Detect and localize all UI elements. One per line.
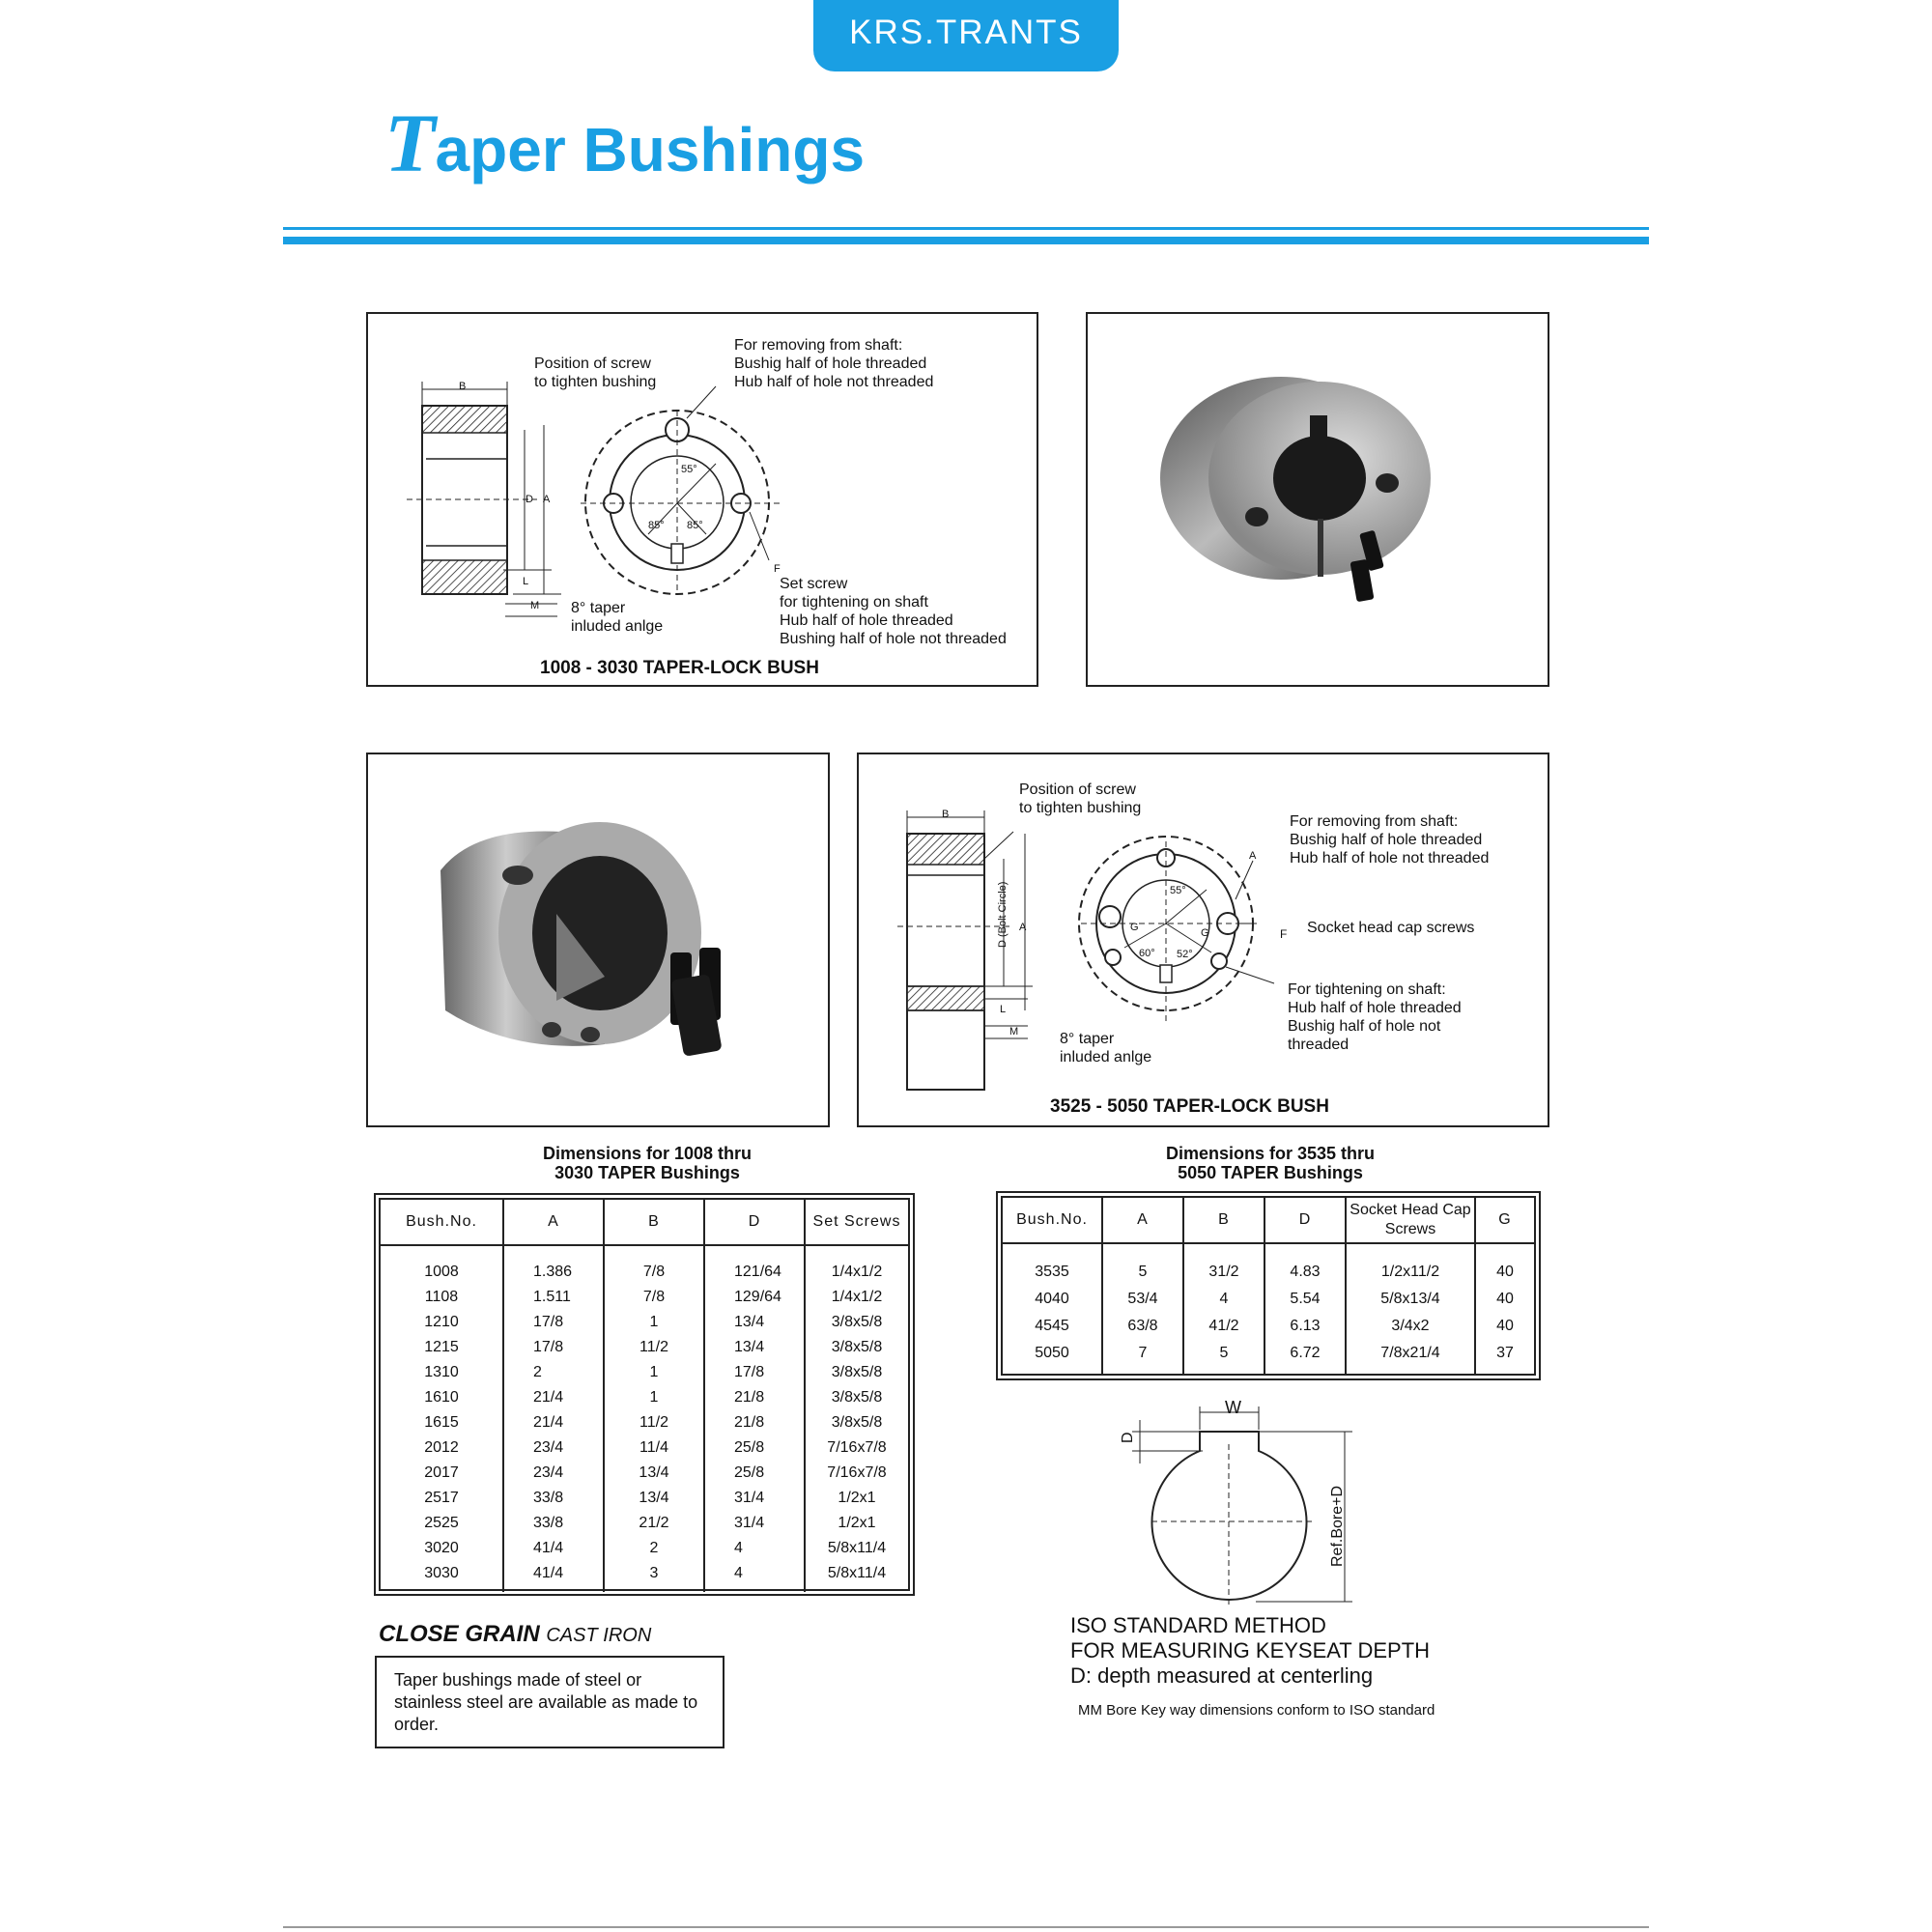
dim-l-label: L bbox=[523, 576, 529, 587]
keyseat-d-label: D bbox=[1120, 1432, 1136, 1443]
position-note: Position of screw to tighten bushing bbox=[1019, 781, 1142, 816]
table-cell: 6.13 bbox=[1264, 1313, 1346, 1340]
table-cell: 1 bbox=[604, 1310, 704, 1335]
table-cell: 33/8 bbox=[503, 1486, 604, 1511]
material-note-box bbox=[375, 1656, 724, 1748]
table-cell: 2017 bbox=[381, 1461, 503, 1486]
bushing-photo-1-image bbox=[1088, 314, 1548, 685]
table-cell: 17/8 bbox=[503, 1310, 604, 1335]
table-cell: 31/4 bbox=[704, 1486, 805, 1511]
table-cell: 5/8x11/4 bbox=[827, 1565, 887, 1581]
diagram-1008-3030 bbox=[366, 312, 1038, 687]
table-cell: 6.72 bbox=[1264, 1340, 1346, 1367]
table-cell: 1310 bbox=[381, 1360, 503, 1385]
iso-method-text: ISO STANDARD METHOD FOR MEASURING KEYSEAT DEPTH D: depth measured at centerling bbox=[1070, 1613, 1431, 1688]
table-cell: 2 bbox=[604, 1536, 704, 1561]
table2-caption: Dimensions for 3535 thru 5050 TAPER Bushings bbox=[1165, 1144, 1376, 1182]
table-cell: 17/8 bbox=[503, 1335, 604, 1360]
setscrew-note: Set screw for tightening on shaft Hub half of hole threaded Bushing half of hole not threaded bbox=[780, 576, 1007, 647]
removing-note: For removing from shaft: Bushig half of hole threaded Hub half of hole not threaded bbox=[734, 337, 934, 390]
table-cell: 41/4 bbox=[503, 1536, 604, 1561]
table-cell: 40 bbox=[1496, 1291, 1514, 1308]
dim-f-label: F bbox=[1280, 927, 1288, 941]
table-cell: 1 bbox=[604, 1385, 704, 1410]
material-title bbox=[379, 1621, 651, 1648]
table2-body bbox=[1003, 1243, 1534, 1374]
table-cell: 1.386 bbox=[503, 1245, 604, 1285]
table-row bbox=[381, 1310, 908, 1335]
angle-label-2: 60° bbox=[1139, 948, 1155, 959]
table-cell: 37 bbox=[1496, 1345, 1514, 1362]
angle-label-1: 55° bbox=[681, 464, 697, 475]
dim-f-label: F bbox=[774, 563, 781, 575]
table-cell: 7/16x7/8 bbox=[827, 1439, 887, 1456]
col-d: D bbox=[704, 1200, 805, 1245]
table-row bbox=[1003, 1286, 1534, 1313]
table-cell: 5 bbox=[1183, 1340, 1264, 1367]
angle-label-2: 85° bbox=[648, 520, 665, 531]
table-cell: 31/4 bbox=[704, 1511, 805, 1536]
diagram-caption: 1008 - 3030 TAPER-LOCK BUSH bbox=[540, 658, 819, 678]
bushing-photo-2 bbox=[366, 753, 830, 1127]
table1-body bbox=[381, 1245, 908, 1592]
table-cell: 3/8x5/8 bbox=[831, 1314, 883, 1330]
table-row bbox=[381, 1511, 908, 1536]
bushing-photo-1 bbox=[1086, 312, 1549, 687]
table-cell: 31/2 bbox=[1183, 1243, 1264, 1286]
table-row bbox=[381, 1410, 908, 1435]
table-cell: 1108 bbox=[381, 1285, 503, 1310]
table-cell: 41/2 bbox=[1183, 1313, 1264, 1340]
table-cell: 33/8 bbox=[503, 1511, 604, 1536]
table-cell: 5/8x13/4 bbox=[1346, 1286, 1475, 1313]
table-cell: 11/2 bbox=[604, 1410, 704, 1435]
dim-d-label: D bbox=[526, 494, 533, 505]
table-cell: 3/4x2 bbox=[1346, 1313, 1475, 1340]
table-cell: 21/8 bbox=[704, 1410, 805, 1435]
dim-g-label-2: G bbox=[1201, 927, 1209, 939]
keyseat-w-label: W bbox=[1225, 1398, 1241, 1417]
table-row bbox=[1003, 1313, 1534, 1340]
angle-label-3: 85° bbox=[687, 520, 703, 531]
table-cell: 7/8x21/4 bbox=[1346, 1340, 1475, 1367]
table-row bbox=[381, 1245, 908, 1285]
title-rest: aper Bushings bbox=[435, 115, 866, 185]
col-set-screws: Set Screws bbox=[805, 1200, 908, 1245]
table-filler-row bbox=[381, 1586, 908, 1592]
table-row bbox=[381, 1486, 908, 1511]
table-cell: 25/8 bbox=[704, 1461, 805, 1486]
material-rest: CAST IRON bbox=[546, 1625, 652, 1646]
table-cell: 21/4 bbox=[503, 1385, 604, 1410]
table-cell: 4545 bbox=[1003, 1313, 1102, 1340]
bushing-photo-2-image bbox=[368, 754, 828, 1125]
table-header-row bbox=[381, 1200, 908, 1245]
dim-g-label-1: G bbox=[1130, 922, 1139, 933]
dim-d-bolt-label: D (Bolt Circle) bbox=[997, 881, 1009, 948]
table-cell: 21/4 bbox=[503, 1410, 604, 1435]
table-row bbox=[381, 1536, 908, 1561]
table-cell: 4040 bbox=[1003, 1286, 1102, 1313]
table1-caption: Dimensions for 1008 thru 3030 TAPER Bushings bbox=[542, 1144, 753, 1182]
table-cell: 4.83 bbox=[1264, 1243, 1346, 1286]
position-note: Position of screw to tighten bushing bbox=[534, 355, 657, 390]
table-cell: 1/4x1/2 bbox=[831, 1289, 883, 1305]
table-cell: 1/2x1 bbox=[838, 1515, 876, 1531]
table-cell: 1.511 bbox=[503, 1285, 604, 1310]
tighten-note: For tightening on shaft: Hub half of hole threaded Bushig half of hole not threaded bbox=[1288, 981, 1462, 1053]
table-row bbox=[381, 1561, 908, 1586]
table-row bbox=[381, 1435, 908, 1461]
table-cell: 11/2 bbox=[604, 1335, 704, 1360]
table-row bbox=[381, 1385, 908, 1410]
dim-a-label: A bbox=[1019, 922, 1027, 933]
dim-b-label: B bbox=[459, 381, 467, 392]
material-bold: CLOSE GRAIN bbox=[379, 1621, 540, 1647]
table-header-row bbox=[1003, 1198, 1534, 1243]
table-cell: 7/16x7/8 bbox=[827, 1464, 887, 1481]
table-cell: 2517 bbox=[381, 1486, 503, 1511]
table-cell: 5.54 bbox=[1264, 1286, 1346, 1313]
table-cell: 23/4 bbox=[503, 1461, 604, 1486]
col-a: A bbox=[503, 1200, 604, 1245]
dim-l-label: L bbox=[1000, 1004, 1007, 1015]
header-rule-thick bbox=[283, 237, 1649, 244]
table-cell: 1/2x1 bbox=[838, 1490, 876, 1506]
brand-tab bbox=[813, 0, 1119, 71]
table-cell: 13/4 bbox=[604, 1461, 704, 1486]
footer-rule bbox=[283, 1926, 1649, 1928]
table-cell: 3535 bbox=[1003, 1243, 1102, 1286]
table-filler-row bbox=[1003, 1368, 1534, 1375]
table-cell: 63/8 bbox=[1102, 1313, 1183, 1340]
table2 bbox=[996, 1191, 1541, 1380]
table-cell: 3/8x5/8 bbox=[831, 1364, 883, 1380]
dim-m-label: M bbox=[1009, 1026, 1019, 1037]
dim-b-label: B bbox=[942, 809, 950, 820]
table-row bbox=[381, 1335, 908, 1360]
table-cell: 11/4 bbox=[604, 1435, 704, 1461]
angle-label-1: 55° bbox=[1170, 885, 1186, 896]
col-a: A bbox=[1102, 1198, 1183, 1243]
removing-note: For removing from shaft: Bushig half of hole threaded Hub half of hole not threaded bbox=[1290, 813, 1490, 867]
iso-conform-note: MM Bore Key way dimensions conform to ISO standard bbox=[1078, 1702, 1435, 1719]
table-cell: 1610 bbox=[381, 1385, 503, 1410]
col-bush-no: Bush.No. bbox=[1003, 1198, 1102, 1243]
table-cell: 3030 bbox=[381, 1561, 503, 1586]
table-cell: 129/64 bbox=[704, 1285, 805, 1310]
table-cell: 7 bbox=[1102, 1340, 1183, 1367]
keyseat-ref-label: Ref.Bore+D bbox=[1329, 1485, 1346, 1567]
table-cell: 3 bbox=[604, 1561, 704, 1586]
material-note: Taper bushings made of steel or stainless steel are available as made to order. bbox=[394, 1670, 698, 1734]
col-g: G bbox=[1475, 1198, 1534, 1243]
table-cell: 17/8 bbox=[704, 1360, 805, 1385]
table-row bbox=[1003, 1340, 1534, 1367]
table-cell: 4 bbox=[1183, 1286, 1264, 1313]
table-cell: 21/2 bbox=[604, 1511, 704, 1536]
table-cell: 2525 bbox=[381, 1511, 503, 1536]
table1 bbox=[374, 1193, 915, 1596]
table-cell: 121/64 bbox=[704, 1245, 805, 1285]
table-cell: 23/4 bbox=[503, 1435, 604, 1461]
table-row bbox=[1003, 1243, 1534, 1286]
diagram-3525-5050 bbox=[857, 753, 1549, 1127]
col-socket-head: Socket Head Cap Screws bbox=[1346, 1198, 1475, 1243]
socket-note: Socket head cap screws bbox=[1307, 920, 1475, 936]
table-cell: 3/8x5/8 bbox=[831, 1414, 883, 1431]
table-cell: 7/8 bbox=[604, 1285, 704, 1310]
angle-label-3: 52° bbox=[1177, 949, 1193, 960]
table-cell: 5 bbox=[1102, 1243, 1183, 1286]
table-cell: 13/4 bbox=[704, 1335, 805, 1360]
table-cell: 41/4 bbox=[503, 1561, 604, 1586]
dim-m-label: M bbox=[530, 600, 540, 611]
table-cell: 4 bbox=[704, 1536, 805, 1561]
table-cell: 21/8 bbox=[704, 1385, 805, 1410]
table-cell: 40 bbox=[1496, 1318, 1514, 1335]
table-cell: 2 bbox=[503, 1360, 604, 1385]
table-cell: 1/2x11/2 bbox=[1346, 1243, 1475, 1286]
col-d: D bbox=[1264, 1198, 1346, 1243]
dimensions-table-3535-5050 bbox=[1003, 1198, 1534, 1374]
table-cell: 5/8x11/4 bbox=[827, 1540, 887, 1556]
table-row bbox=[381, 1461, 908, 1486]
brand-name: KRS.TRANTS bbox=[849, 14, 1083, 51]
table-cell: 1615 bbox=[381, 1410, 503, 1435]
page-title bbox=[384, 95, 865, 191]
col-b: B bbox=[1183, 1198, 1264, 1243]
table-row bbox=[381, 1285, 908, 1310]
table-cell: 4 bbox=[704, 1561, 805, 1586]
table-cell: 2012 bbox=[381, 1435, 503, 1461]
table-cell: 5050 bbox=[1003, 1340, 1102, 1367]
diagram-caption: 3525 - 5050 TAPER-LOCK BUSH bbox=[1050, 1096, 1329, 1117]
table-cell: 3/8x5/8 bbox=[831, 1389, 883, 1406]
dimensions-table-1008-3030 bbox=[381, 1200, 908, 1592]
table-cell: 53/4 bbox=[1102, 1286, 1183, 1313]
dim-a-label: A bbox=[543, 494, 551, 505]
col-b: B bbox=[604, 1200, 704, 1245]
col-bush-no: Bush.No. bbox=[381, 1200, 503, 1245]
table-cell: 40 bbox=[1496, 1263, 1514, 1280]
taper-note: 8° taper inluded anlge bbox=[1060, 1031, 1152, 1065]
header-rule-thin bbox=[283, 227, 1649, 230]
table-cell: 25/8 bbox=[704, 1435, 805, 1461]
table-row bbox=[381, 1360, 908, 1385]
table-cell: 7/8 bbox=[604, 1245, 704, 1285]
table-cell: 13/4 bbox=[704, 1310, 805, 1335]
table-cell: 1008 bbox=[381, 1245, 503, 1285]
table-cell: 3020 bbox=[381, 1536, 503, 1561]
dim-a2-label: A bbox=[1249, 850, 1257, 862]
table-cell: 1 bbox=[604, 1360, 704, 1385]
title-initial: T bbox=[384, 97, 436, 189]
table-cell: 13/4 bbox=[604, 1486, 704, 1511]
table-cell: 3/8x5/8 bbox=[831, 1339, 883, 1355]
table-cell: 1/4x1/2 bbox=[831, 1264, 883, 1280]
table-cell: 1215 bbox=[381, 1335, 503, 1360]
taper-note: 8° taper inluded anlge bbox=[571, 600, 664, 635]
table-cell: 1210 bbox=[381, 1310, 503, 1335]
